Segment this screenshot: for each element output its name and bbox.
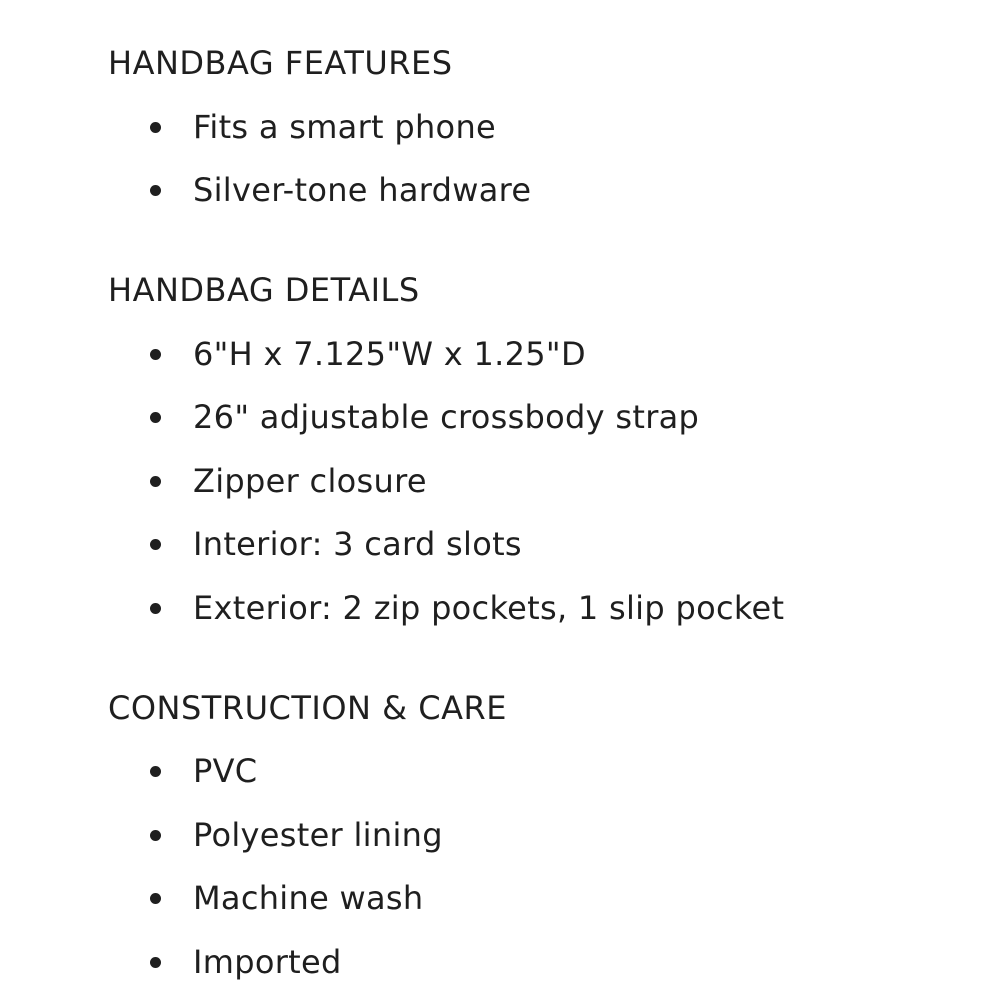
list-item-text: Imported: [193, 943, 342, 981]
list-item-text: Zipper closure: [193, 462, 427, 500]
section-heading-construction-care: CONSTRUCTION & CARE: [108, 689, 507, 727]
bullet-icon: [150, 122, 161, 133]
list-item-text: Machine wash: [193, 879, 424, 917]
list-item-text: 6"H x 7.125"W x 1.25"D: [193, 335, 586, 373]
bullet-icon: [150, 539, 161, 550]
bullet-icon: [150, 476, 161, 487]
bullet-icon: [150, 830, 161, 841]
list-item: [150, 816, 443, 854]
list-item-text: Polyester lining: [193, 816, 443, 854]
list-item: [150, 752, 258, 790]
list-item: [150, 335, 586, 373]
list-item: [150, 171, 532, 209]
bullet-icon: [150, 893, 161, 904]
bullet-icon: [150, 766, 161, 777]
list-item-text: Interior: 3 card slots: [193, 525, 522, 563]
list-item-text: Exterior: 2 zip pockets, 1 slip pocket: [193, 589, 785, 627]
list-item-text: 26" adjustable crossbody strap: [193, 398, 700, 436]
list-item: [150, 879, 424, 917]
list-item-text: Silver-tone hardware: [193, 171, 532, 209]
bullet-icon: [150, 412, 161, 423]
list-item: [150, 398, 700, 436]
list-item-text: Fits a smart phone: [193, 108, 497, 146]
bullet-icon: [150, 349, 161, 360]
list-item: [150, 589, 785, 627]
list-item: [150, 525, 522, 563]
bullet-icon: [150, 603, 161, 614]
list-item-text: PVC: [193, 752, 258, 790]
list-item: [150, 462, 427, 500]
section-heading-details: HANDBAG DETAILS: [108, 271, 420, 309]
section-heading-features: HANDBAG FEATURES: [108, 44, 453, 82]
list-item: [150, 943, 342, 981]
list-item: [150, 108, 497, 146]
bullet-icon: [150, 185, 161, 196]
bullet-icon: [150, 957, 161, 968]
